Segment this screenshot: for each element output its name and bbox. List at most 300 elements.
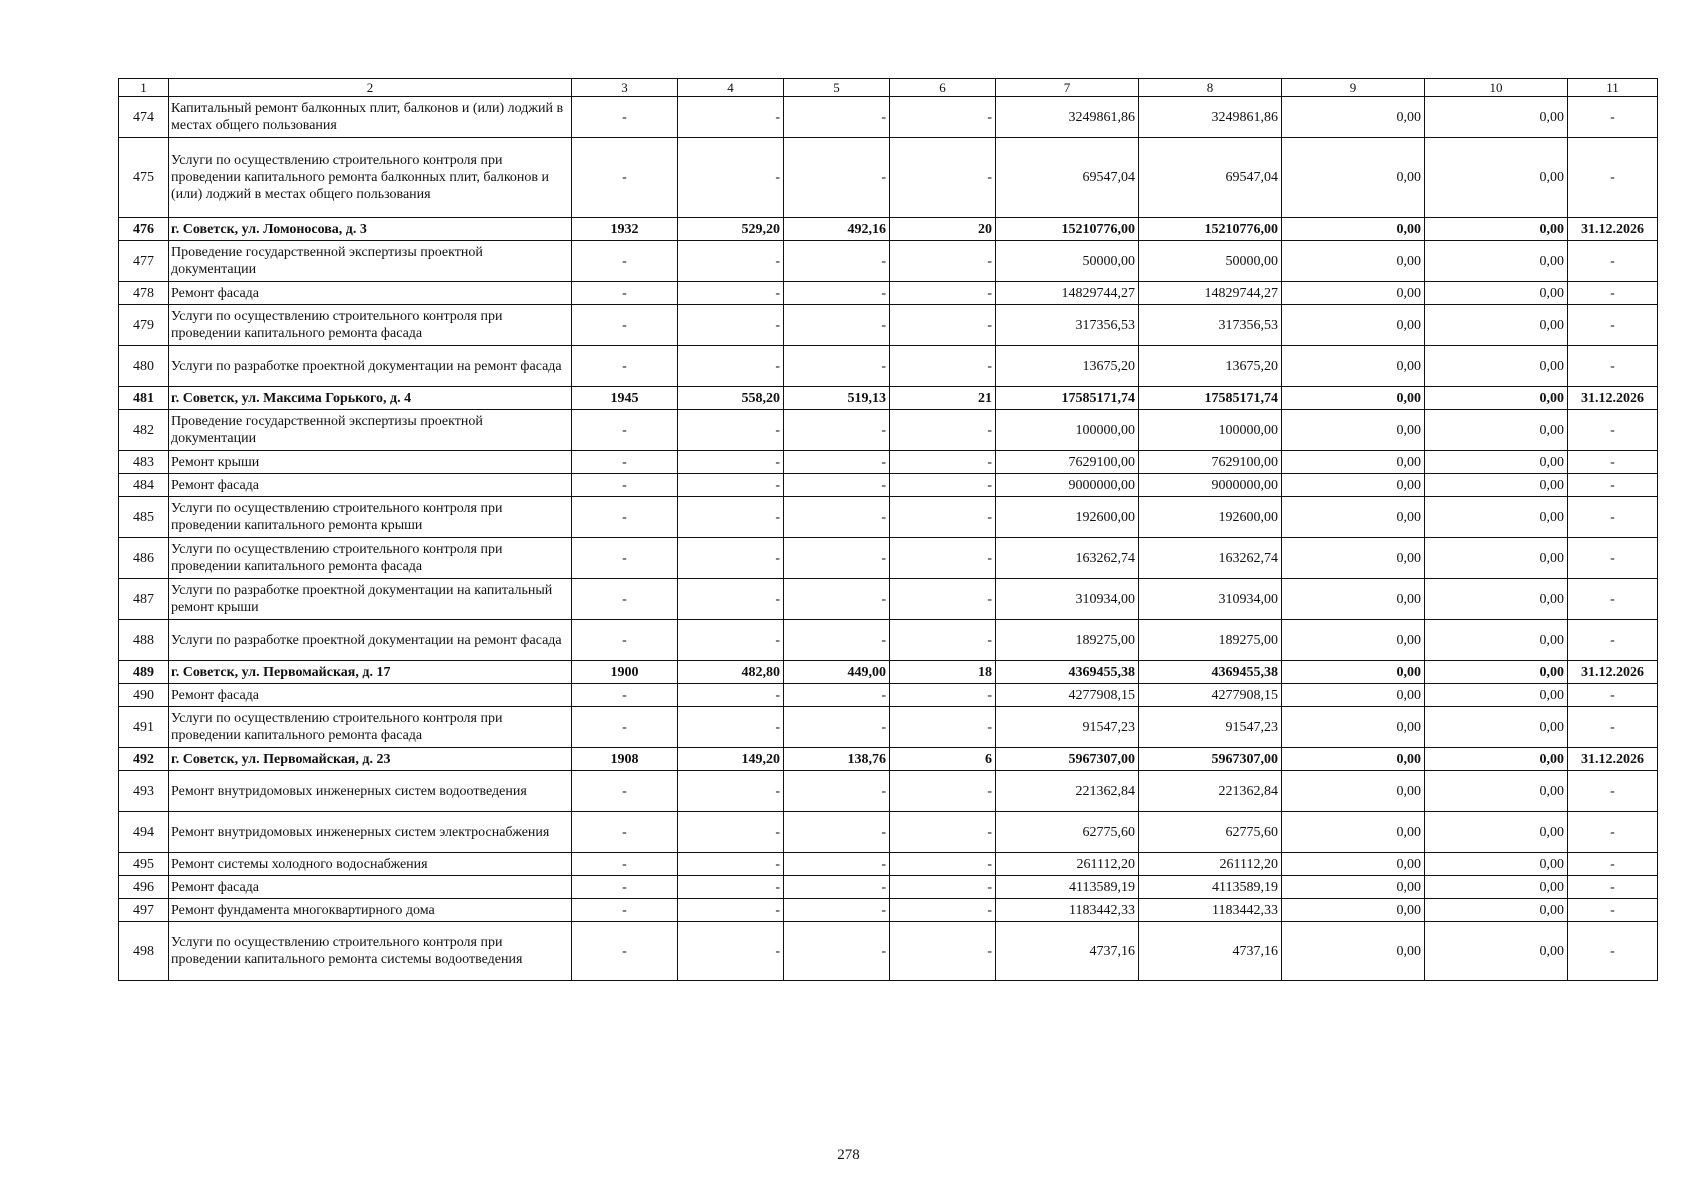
work-description: г. Советск, ул. Ломоносова, д. 3 bbox=[169, 218, 572, 241]
completion-date: - bbox=[1568, 410, 1658, 451]
row-number: 495 bbox=[119, 853, 169, 876]
living-area: - bbox=[784, 305, 890, 346]
other-cost: 0,00 bbox=[1425, 771, 1568, 812]
work-description: Услуги по разработке проектной документации на капитальный ремонт крыши bbox=[169, 579, 572, 620]
completion-date: 31.12.2026 bbox=[1568, 661, 1658, 684]
other-cost: 0,00 bbox=[1425, 451, 1568, 474]
other-cost: 0,00 bbox=[1425, 97, 1568, 138]
fund-cost: 7629100,00 bbox=[1139, 451, 1282, 474]
total-cost: 4113589,19 bbox=[996, 876, 1139, 899]
year-commissioned: - bbox=[572, 853, 678, 876]
living-area: - bbox=[784, 620, 890, 661]
budget-cost: 0,00 bbox=[1282, 748, 1425, 771]
total-area: - bbox=[678, 282, 784, 305]
budget-cost: 0,00 bbox=[1282, 922, 1425, 981]
fund-cost: 4369455,38 bbox=[1139, 661, 1282, 684]
completion-date: - bbox=[1568, 922, 1658, 981]
total-area: - bbox=[678, 620, 784, 661]
table-row bbox=[119, 474, 1658, 497]
table-row bbox=[119, 922, 1658, 981]
fund-cost: 50000,00 bbox=[1139, 241, 1282, 282]
table-row bbox=[119, 853, 1658, 876]
work-description: г. Советск, ул. Первомайская, д. 17 bbox=[169, 661, 572, 684]
total-cost: 4737,16 bbox=[996, 922, 1139, 981]
table-row bbox=[119, 771, 1658, 812]
budget-cost: 0,00 bbox=[1282, 684, 1425, 707]
other-cost: 0,00 bbox=[1425, 282, 1568, 305]
column-header-10: 10 bbox=[1425, 79, 1568, 97]
year-commissioned: - bbox=[572, 474, 678, 497]
row-number: 480 bbox=[119, 346, 169, 387]
residents-count: - bbox=[890, 853, 996, 876]
living-area: - bbox=[784, 876, 890, 899]
budget-cost: 0,00 bbox=[1282, 876, 1425, 899]
fund-cost: 317356,53 bbox=[1139, 305, 1282, 346]
completion-date: - bbox=[1568, 97, 1658, 138]
regional-program-table bbox=[118, 78, 1658, 981]
fund-cost: 189275,00 bbox=[1139, 620, 1282, 661]
completion-date: - bbox=[1568, 853, 1658, 876]
year-commissioned: - bbox=[572, 684, 678, 707]
residents-count: - bbox=[890, 579, 996, 620]
total-area: - bbox=[678, 876, 784, 899]
year-commissioned: - bbox=[572, 138, 678, 218]
fund-cost: 5967307,00 bbox=[1139, 748, 1282, 771]
completion-date: - bbox=[1568, 771, 1658, 812]
fund-cost: 100000,00 bbox=[1139, 410, 1282, 451]
completion-date: - bbox=[1568, 812, 1658, 853]
residents-count: 21 bbox=[890, 387, 996, 410]
year-commissioned: - bbox=[572, 241, 678, 282]
living-area: - bbox=[784, 138, 890, 218]
total-area: - bbox=[678, 812, 784, 853]
table-row bbox=[119, 305, 1658, 346]
fund-cost: 14829744,27 bbox=[1139, 282, 1282, 305]
completion-date: 31.12.2026 bbox=[1568, 218, 1658, 241]
work-description: Ремонт крыши bbox=[169, 451, 572, 474]
budget-cost: 0,00 bbox=[1282, 138, 1425, 218]
total-cost: 163262,74 bbox=[996, 538, 1139, 579]
row-number: 485 bbox=[119, 497, 169, 538]
total-area: - bbox=[678, 579, 784, 620]
total-area: - bbox=[678, 899, 784, 922]
residents-count: - bbox=[890, 97, 996, 138]
year-commissioned: - bbox=[572, 282, 678, 305]
work-description: Ремонт системы холодного водоснабжения bbox=[169, 853, 572, 876]
table-row bbox=[119, 579, 1658, 620]
completion-date: - bbox=[1568, 876, 1658, 899]
residents-count: - bbox=[890, 620, 996, 661]
total-area: 529,20 bbox=[678, 218, 784, 241]
total-cost: 9000000,00 bbox=[996, 474, 1139, 497]
total-area: - bbox=[678, 451, 784, 474]
table-row bbox=[119, 241, 1658, 282]
work-description: Услуги по осуществлению строительного контроля при проведении капитального ремонта фасада bbox=[169, 538, 572, 579]
residents-count: - bbox=[890, 138, 996, 218]
column-number-header-row bbox=[119, 79, 1658, 97]
residents-count: - bbox=[890, 538, 996, 579]
row-number: 493 bbox=[119, 771, 169, 812]
living-area: - bbox=[784, 410, 890, 451]
work-description: Ремонт внутридомовых инженерных систем водоотведения bbox=[169, 771, 572, 812]
other-cost: 0,00 bbox=[1425, 497, 1568, 538]
total-cost: 7629100,00 bbox=[996, 451, 1139, 474]
completion-date: 31.12.2026 bbox=[1568, 387, 1658, 410]
work-description: Ремонт фасада bbox=[169, 474, 572, 497]
year-commissioned: - bbox=[572, 305, 678, 346]
year-commissioned: - bbox=[572, 497, 678, 538]
row-number: 476 bbox=[119, 218, 169, 241]
other-cost: 0,00 bbox=[1425, 305, 1568, 346]
year-commissioned: - bbox=[572, 771, 678, 812]
row-number: 474 bbox=[119, 97, 169, 138]
completion-date: - bbox=[1568, 138, 1658, 218]
table-body bbox=[119, 97, 1658, 981]
residents-count: - bbox=[890, 771, 996, 812]
work-description: Ремонт фасада bbox=[169, 684, 572, 707]
other-cost: 0,00 bbox=[1425, 922, 1568, 981]
column-header-5: 5 bbox=[784, 79, 890, 97]
work-description: Услуги по осуществлению строительного контроля при проведении капитального ремонта балконных плит, балконов и (или) лоджий в местах общего пользования bbox=[169, 138, 572, 218]
work-description: Ремонт фундамента многоквартирного дома bbox=[169, 899, 572, 922]
table-row bbox=[119, 410, 1658, 451]
total-area: - bbox=[678, 410, 784, 451]
row-number: 475 bbox=[119, 138, 169, 218]
fund-cost: 3249861,86 bbox=[1139, 97, 1282, 138]
residents-count: - bbox=[890, 497, 996, 538]
residents-count: - bbox=[890, 812, 996, 853]
total-cost: 69547,04 bbox=[996, 138, 1139, 218]
completion-date: - bbox=[1568, 899, 1658, 922]
year-commissioned: - bbox=[572, 876, 678, 899]
living-area: - bbox=[784, 853, 890, 876]
table-row bbox=[119, 138, 1658, 218]
total-area: - bbox=[678, 538, 784, 579]
total-cost: 192600,00 bbox=[996, 497, 1139, 538]
table-row bbox=[119, 451, 1658, 474]
work-description: Услуги по осуществлению строительного контроля при проведении капитального ремонта системы водоотведения bbox=[169, 922, 572, 981]
fund-cost: 13675,20 bbox=[1139, 346, 1282, 387]
budget-cost: 0,00 bbox=[1282, 899, 1425, 922]
residents-count: - bbox=[890, 451, 996, 474]
total-cost: 221362,84 bbox=[996, 771, 1139, 812]
row-number: 478 bbox=[119, 282, 169, 305]
fund-cost: 221362,84 bbox=[1139, 771, 1282, 812]
row-number: 492 bbox=[119, 748, 169, 771]
year-commissioned: - bbox=[572, 346, 678, 387]
other-cost: 0,00 bbox=[1425, 218, 1568, 241]
total-cost: 62775,60 bbox=[996, 812, 1139, 853]
fund-cost: 4277908,15 bbox=[1139, 684, 1282, 707]
year-commissioned: 1945 bbox=[572, 387, 678, 410]
work-description: Капитальный ремонт балконных плит, балконов и (или) лоджий в местах общего пользования bbox=[169, 97, 572, 138]
budget-cost: 0,00 bbox=[1282, 97, 1425, 138]
fund-cost: 62775,60 bbox=[1139, 812, 1282, 853]
total-cost: 15210776,00 bbox=[996, 218, 1139, 241]
work-description: Ремонт фасада bbox=[169, 282, 572, 305]
living-area: - bbox=[784, 922, 890, 981]
column-header-6: 6 bbox=[890, 79, 996, 97]
row-number: 482 bbox=[119, 410, 169, 451]
other-cost: 0,00 bbox=[1425, 538, 1568, 579]
year-commissioned: - bbox=[572, 707, 678, 748]
residents-count: - bbox=[890, 474, 996, 497]
column-header-9: 9 bbox=[1282, 79, 1425, 97]
row-number: 490 bbox=[119, 684, 169, 707]
year-commissioned: 1932 bbox=[572, 218, 678, 241]
living-area: - bbox=[784, 474, 890, 497]
table-row bbox=[119, 282, 1658, 305]
year-commissioned: - bbox=[572, 899, 678, 922]
table-row bbox=[119, 707, 1658, 748]
year-commissioned: - bbox=[572, 922, 678, 981]
residents-count: 18 bbox=[890, 661, 996, 684]
fund-cost: 4737,16 bbox=[1139, 922, 1282, 981]
address-row bbox=[119, 661, 1658, 684]
budget-cost: 0,00 bbox=[1282, 282, 1425, 305]
budget-cost: 0,00 bbox=[1282, 620, 1425, 661]
living-area: - bbox=[784, 707, 890, 748]
column-header-1: 1 bbox=[119, 79, 169, 97]
budget-cost: 0,00 bbox=[1282, 474, 1425, 497]
page-number: 278 bbox=[837, 1147, 860, 1163]
work-description: Услуги по разработке проектной документации на ремонт фасада bbox=[169, 620, 572, 661]
table-row bbox=[119, 97, 1658, 138]
completion-date: - bbox=[1568, 346, 1658, 387]
living-area: 138,76 bbox=[784, 748, 890, 771]
fund-cost: 17585171,74 bbox=[1139, 387, 1282, 410]
total-area: - bbox=[678, 138, 784, 218]
work-description: Ремонт фасада bbox=[169, 876, 572, 899]
residents-count: 20 bbox=[890, 218, 996, 241]
row-number: 498 bbox=[119, 922, 169, 981]
fund-cost: 15210776,00 bbox=[1139, 218, 1282, 241]
total-area: - bbox=[678, 707, 784, 748]
row-number: 487 bbox=[119, 579, 169, 620]
living-area: - bbox=[784, 812, 890, 853]
living-area: - bbox=[784, 579, 890, 620]
total-area: - bbox=[678, 241, 784, 282]
budget-cost: 0,00 bbox=[1282, 707, 1425, 748]
total-area: - bbox=[678, 97, 784, 138]
column-header-8: 8 bbox=[1139, 79, 1282, 97]
total-cost: 50000,00 bbox=[996, 241, 1139, 282]
completion-date: - bbox=[1568, 451, 1658, 474]
total-cost: 189275,00 bbox=[996, 620, 1139, 661]
other-cost: 0,00 bbox=[1425, 241, 1568, 282]
completion-date: - bbox=[1568, 474, 1658, 497]
total-cost: 1183442,33 bbox=[996, 899, 1139, 922]
year-commissioned: - bbox=[572, 451, 678, 474]
total-area: 558,20 bbox=[678, 387, 784, 410]
row-number: 479 bbox=[119, 305, 169, 346]
address-row bbox=[119, 387, 1658, 410]
residents-count: 6 bbox=[890, 748, 996, 771]
total-cost: 4277908,15 bbox=[996, 684, 1139, 707]
fund-cost: 261112,20 bbox=[1139, 853, 1282, 876]
living-area: - bbox=[784, 899, 890, 922]
living-area: - bbox=[784, 97, 890, 138]
residents-count: - bbox=[890, 282, 996, 305]
year-commissioned: - bbox=[572, 620, 678, 661]
year-commissioned: - bbox=[572, 538, 678, 579]
total-area: - bbox=[678, 922, 784, 981]
table-row bbox=[119, 876, 1658, 899]
residents-count: - bbox=[890, 922, 996, 981]
total-area: - bbox=[678, 771, 784, 812]
completion-date: - bbox=[1568, 282, 1658, 305]
budget-cost: 0,00 bbox=[1282, 853, 1425, 876]
living-area: - bbox=[784, 684, 890, 707]
column-header-3: 3 bbox=[572, 79, 678, 97]
work-description: Проведение государственной экспертизы проектной документации bbox=[169, 410, 572, 451]
budget-cost: 0,00 bbox=[1282, 661, 1425, 684]
other-cost: 0,00 bbox=[1425, 579, 1568, 620]
budget-cost: 0,00 bbox=[1282, 387, 1425, 410]
living-area: 492,16 bbox=[784, 218, 890, 241]
budget-cost: 0,00 bbox=[1282, 538, 1425, 579]
total-cost: 5967307,00 bbox=[996, 748, 1139, 771]
fund-cost: 1183442,33 bbox=[1139, 899, 1282, 922]
budget-cost: 0,00 bbox=[1282, 410, 1425, 451]
residents-count: - bbox=[890, 305, 996, 346]
table-row bbox=[119, 538, 1658, 579]
fund-cost: 163262,74 bbox=[1139, 538, 1282, 579]
row-number: 488 bbox=[119, 620, 169, 661]
total-cost: 14829744,27 bbox=[996, 282, 1139, 305]
total-cost: 91547,23 bbox=[996, 707, 1139, 748]
row-number: 483 bbox=[119, 451, 169, 474]
total-cost: 4369455,38 bbox=[996, 661, 1139, 684]
other-cost: 0,00 bbox=[1425, 387, 1568, 410]
residents-count: - bbox=[890, 707, 996, 748]
row-number: 491 bbox=[119, 707, 169, 748]
year-commissioned: - bbox=[572, 410, 678, 451]
living-area: 519,13 bbox=[784, 387, 890, 410]
completion-date: - bbox=[1568, 707, 1658, 748]
total-area: - bbox=[678, 853, 784, 876]
residents-count: - bbox=[890, 410, 996, 451]
year-commissioned: - bbox=[572, 579, 678, 620]
budget-cost: 0,00 bbox=[1282, 579, 1425, 620]
living-area: 449,00 bbox=[784, 661, 890, 684]
residents-count: - bbox=[890, 241, 996, 282]
total-area: - bbox=[678, 684, 784, 707]
budget-cost: 0,00 bbox=[1282, 451, 1425, 474]
total-area: 149,20 bbox=[678, 748, 784, 771]
table-row bbox=[119, 684, 1658, 707]
row-number: 481 bbox=[119, 387, 169, 410]
year-commissioned: - bbox=[572, 97, 678, 138]
residents-count: - bbox=[890, 899, 996, 922]
column-header-7: 7 bbox=[996, 79, 1139, 97]
work-description: Услуги по разработке проектной документации на ремонт фасада bbox=[169, 346, 572, 387]
year-commissioned: 1908 bbox=[572, 748, 678, 771]
total-area: - bbox=[678, 474, 784, 497]
row-number: 486 bbox=[119, 538, 169, 579]
budget-cost: 0,00 bbox=[1282, 812, 1425, 853]
completion-date: - bbox=[1568, 305, 1658, 346]
column-header-11: 11 bbox=[1568, 79, 1658, 97]
other-cost: 0,00 bbox=[1425, 748, 1568, 771]
other-cost: 0,00 bbox=[1425, 853, 1568, 876]
other-cost: 0,00 bbox=[1425, 346, 1568, 387]
year-commissioned: - bbox=[572, 812, 678, 853]
other-cost: 0,00 bbox=[1425, 410, 1568, 451]
living-area: - bbox=[784, 538, 890, 579]
living-area: - bbox=[784, 282, 890, 305]
fund-cost: 9000000,00 bbox=[1139, 474, 1282, 497]
total-area: - bbox=[678, 497, 784, 538]
work-description: Услуги по осуществлению строительного контроля при проведении капитального ремонта фасада bbox=[169, 305, 572, 346]
completion-date: - bbox=[1568, 684, 1658, 707]
table-row bbox=[119, 620, 1658, 661]
living-area: - bbox=[784, 497, 890, 538]
row-number: 496 bbox=[119, 876, 169, 899]
fund-cost: 69547,04 bbox=[1139, 138, 1282, 218]
table-row bbox=[119, 346, 1658, 387]
total-area: 482,80 bbox=[678, 661, 784, 684]
total-area: - bbox=[678, 305, 784, 346]
total-cost: 261112,20 bbox=[996, 853, 1139, 876]
budget-cost: 0,00 bbox=[1282, 771, 1425, 812]
total-cost: 3249861,86 bbox=[996, 97, 1139, 138]
budget-cost: 0,00 bbox=[1282, 241, 1425, 282]
residents-count: - bbox=[890, 346, 996, 387]
other-cost: 0,00 bbox=[1425, 661, 1568, 684]
row-number: 497 bbox=[119, 899, 169, 922]
work-description: Услуги по осуществлению строительного контроля при проведении капитального ремонта крыши bbox=[169, 497, 572, 538]
work-description: Проведение государственной экспертизы проектной документации bbox=[169, 241, 572, 282]
living-area: - bbox=[784, 241, 890, 282]
residents-count: - bbox=[890, 876, 996, 899]
budget-cost: 0,00 bbox=[1282, 346, 1425, 387]
residents-count: - bbox=[890, 684, 996, 707]
fund-cost: 4113589,19 bbox=[1139, 876, 1282, 899]
other-cost: 0,00 bbox=[1425, 474, 1568, 497]
table-row bbox=[119, 899, 1658, 922]
completion-date: - bbox=[1568, 579, 1658, 620]
completion-date: - bbox=[1568, 497, 1658, 538]
other-cost: 0,00 bbox=[1425, 620, 1568, 661]
column-header-4: 4 bbox=[678, 79, 784, 97]
total-area: - bbox=[678, 346, 784, 387]
total-cost: 17585171,74 bbox=[996, 387, 1139, 410]
year-commissioned: 1900 bbox=[572, 661, 678, 684]
total-cost: 317356,53 bbox=[996, 305, 1139, 346]
living-area: - bbox=[784, 771, 890, 812]
completion-date: 31.12.2026 bbox=[1568, 748, 1658, 771]
fund-cost: 310934,00 bbox=[1139, 579, 1282, 620]
total-cost: 13675,20 bbox=[996, 346, 1139, 387]
table-row bbox=[119, 812, 1658, 853]
other-cost: 0,00 bbox=[1425, 684, 1568, 707]
other-cost: 0,00 bbox=[1425, 899, 1568, 922]
row-number: 489 bbox=[119, 661, 169, 684]
budget-cost: 0,00 bbox=[1282, 497, 1425, 538]
work-description: Услуги по осуществлению строительного контроля при проведении капитального ремонта фасада bbox=[169, 707, 572, 748]
other-cost: 0,00 bbox=[1425, 138, 1568, 218]
other-cost: 0,00 bbox=[1425, 812, 1568, 853]
completion-date: - bbox=[1568, 538, 1658, 579]
row-number: 494 bbox=[119, 812, 169, 853]
other-cost: 0,00 bbox=[1425, 707, 1568, 748]
work-description: г. Советск, ул. Максима Горького, д. 4 bbox=[169, 387, 572, 410]
address-row bbox=[119, 218, 1658, 241]
fund-cost: 91547,23 bbox=[1139, 707, 1282, 748]
row-number: 477 bbox=[119, 241, 169, 282]
address-row bbox=[119, 748, 1658, 771]
